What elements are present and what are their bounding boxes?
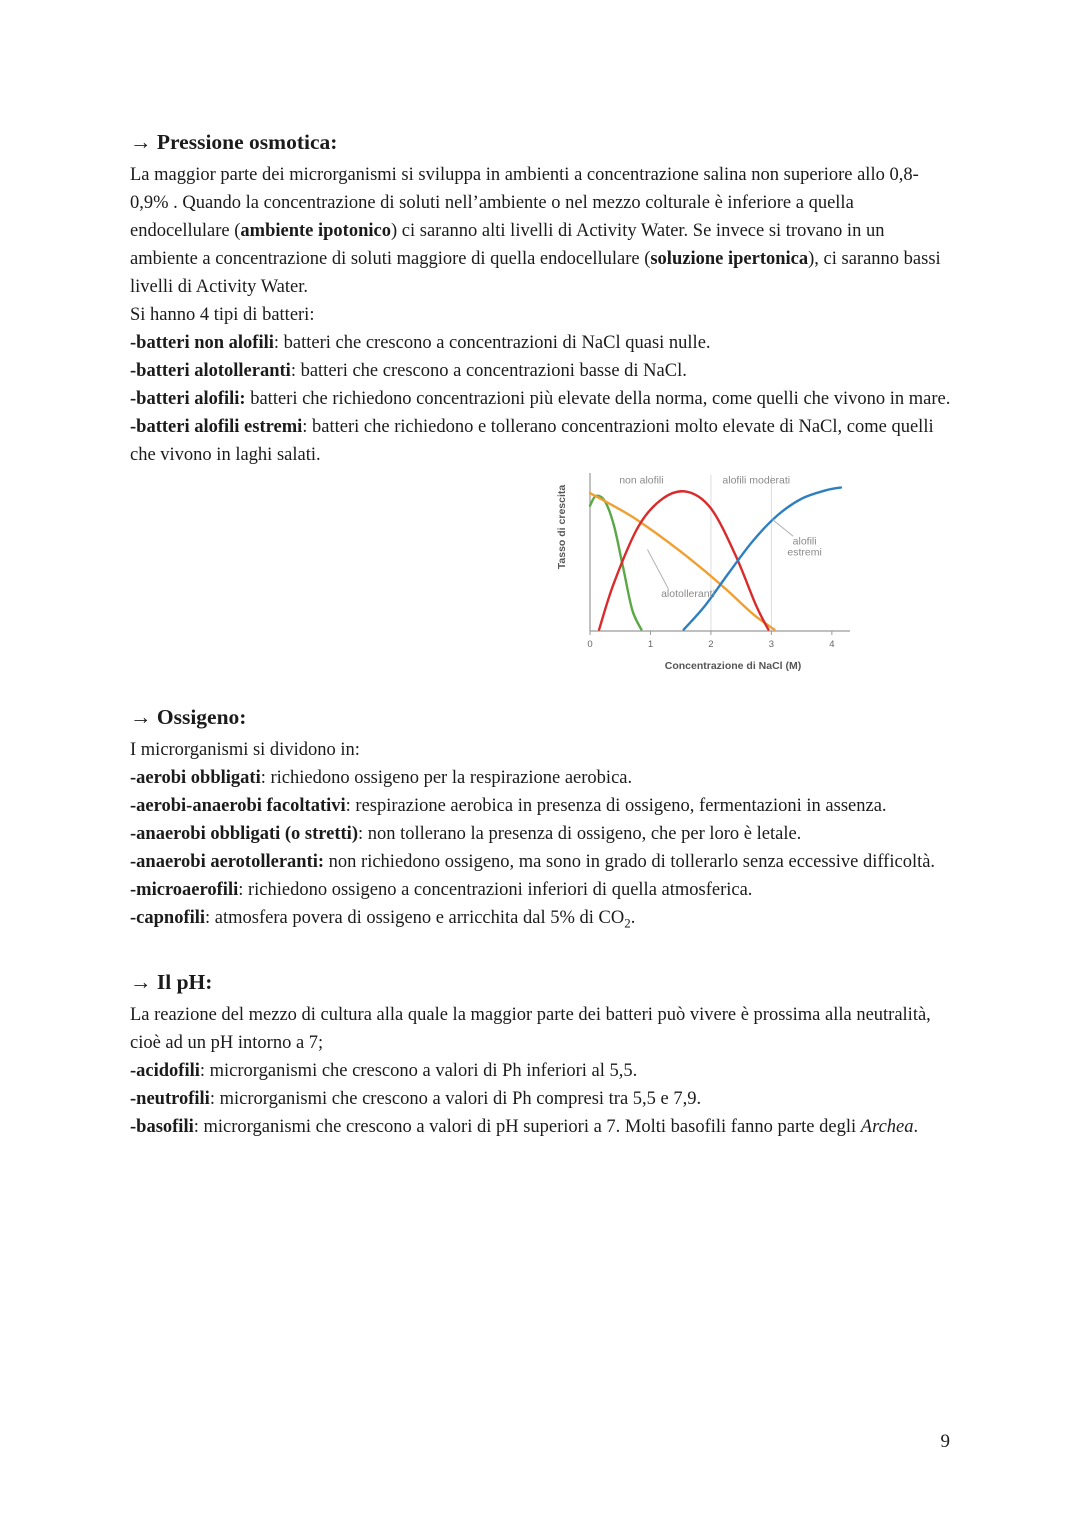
section-heading: → Pressione osmotica: [130,130,338,154]
paragraph-intro: La reazione del mezzo di cultura alla quale la maggior parte dei batteri può vivere è prossima alla neutralità, cioè ad un pH intorno a 7; [130,1004,931,1053]
nacl-growth-chart [554,459,860,673]
section-ossigeno [130,705,952,938]
figure-row [130,459,860,673]
list-item: -neutrofili: microrganismi che crescono a valori di Ph compresi tra 5,5 e 7,9. [130,1088,702,1109]
svg-text:4: 4 [829,639,835,650]
list-item: -anaerobi aerotolleranti: non richiedono ossigeno, ma sono in grado di tollerarlo senza eccessive difficoltà. [130,852,936,872]
svg-text:alofiliestremi: alofili estremi [787,535,822,559]
list-item: -acidofili: microrganismi che crescono a valori di Ph inferiori al 5,5. [130,1060,638,1081]
list-item: -aerobi obbligati: richiedono ossigeno per la respirazione aerobica. [130,768,633,788]
svg-text:alotolleranti: alotolleranti [661,587,715,600]
section-heading: → Ossigeno: [130,705,247,729]
text-line: Si hanno 4 tipi di batteri: [130,305,315,325]
paragraph-intro: La maggior parte dei microrganismi si sviluppa in ambienti a concentrazione salina non superiore allo 0,8-0,9% . Quando la concentrazione di soluti nell’ambiente o nel mezzo colturale è inferiore a quella endocellulare (ambiente ipotonico) ci saranno alti livelli di Activity Water. Se invece si trovano in un ambiente a concentrazione di soluti maggiore di quella endocellulare (soluzione ipertonica), ci saranno bassi livelli di Activity Water. [130,165,941,297]
svg-text:2: 2 [708,639,714,650]
svg-text:Tasso di crescita: Tasso di crescita [556,484,568,570]
section-heading: → Il pH: [130,969,213,994]
list-item: -capnofili: atmosfera povera di ossigeno e arricchita dal 5% di $CO_2$. [130,908,636,931]
list-item: -batteri alotolleranti: batteri che crescono a concentrazioni basse di NaCl. [130,361,687,381]
svg-text:1: 1 [647,639,654,650]
list-item: -anaerobi obbligati (o stretti): non tollerano la presenza di ossigeno, che per loro è letale. [130,824,802,844]
svg-text:3: 3 [768,639,775,650]
list-item: -batteri alofili: batteri che richiedono concentrazioni più elevate della norma, come quelli che vivono in mare. [130,389,951,409]
svg-text:alofili moderati: alofili moderati [722,474,791,487]
section-pressione-osmotica [130,130,952,673]
list-item: -batteri non alofili: batteri che crescono a concentrazioni di NaCl quasi nulle. [130,333,711,353]
svg-text:0: 0 [587,639,593,650]
text-line: I microrganismi si dividono in: [130,740,360,760]
page-number: 9 [940,1431,950,1452]
list-item: -batteri alofili estremi: batteri che richiedono e tollerano concentrazioni molto elevate di NaCl, come quelli che vivono in laghi salati. [130,417,934,465]
list-item: -microaerofili: richiedono ossigeno a concentrazioni inferiori di quella atmosferica. [130,880,753,900]
nacl-growth-chart-figure [554,459,860,673]
svg-text:Concentrazione di NaCl (M): Concentrazione di NaCl (M) [664,660,802,672]
section-il-ph [130,970,952,1141]
svg-text:non alofili: non alofili [619,474,664,487]
list-item: -aerobi-anaerobi facoltativi: respirazione aerobica in presenza di ossigeno, fermentazioni in assenza. [130,796,887,816]
list-item: -basofili: microrganismi che crescono a valori di pH superiori a 7. Molti basofili fanno parte degli Archea. [130,1116,919,1137]
page-content [130,130,952,1173]
